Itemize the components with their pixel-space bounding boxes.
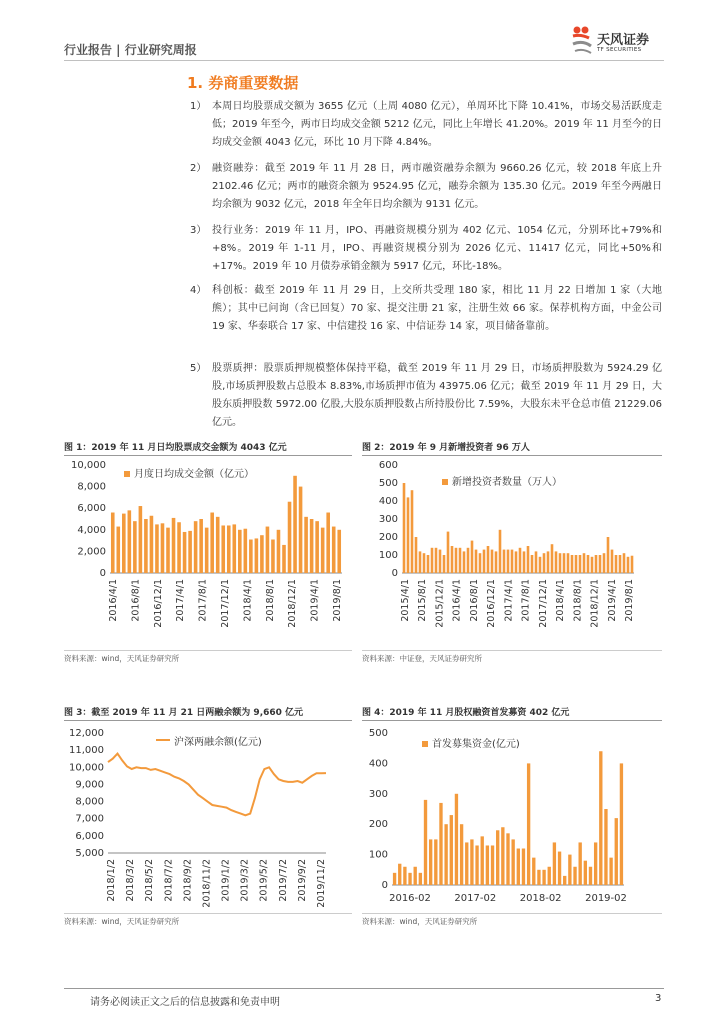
bar [631,556,634,573]
x-tick-label: 2016/4/1 [451,579,463,622]
bar [434,839,437,885]
figure-2-title: 图 2：2019 年 9 月新增投资者 96 万人 [362,443,530,453]
chart-fig4 [362,721,662,913]
bar [594,842,597,885]
bar [623,553,626,573]
bar [304,517,308,573]
bar [563,553,566,573]
bar [615,555,618,573]
x-tick-label: 2017/12/1 [537,579,549,628]
figure-1-title: 图 1：2019 年 11 月日均股票成交金额为 4043 亿元 [64,443,287,453]
bar [619,555,622,573]
bar [587,555,590,573]
y-tick-label: 200 [368,819,388,831]
bar [407,497,410,573]
bar [519,548,522,573]
bar [155,524,159,573]
x-tick-label: 2017/4/1 [503,579,515,622]
bar [288,502,292,573]
bar [583,553,586,573]
x-tick-label: 2018/7/2 [163,859,175,902]
bar [511,550,514,573]
bar [547,551,550,573]
legend-swatch [442,479,448,485]
item-number: 2） [190,163,207,174]
bar [503,550,506,573]
bar [511,839,514,885]
x-tick-label: 2017/8/1 [197,579,209,622]
bar [423,553,426,573]
figure-2-source: 资料来源：中证登，天风证券研究所 [362,654,482,663]
bar [271,540,275,573]
legend-label: 首发募集资金(亿元) [432,739,520,750]
x-tick-label: 2017/12/1 [220,579,231,628]
bar [591,557,594,573]
bar [522,849,525,885]
x-tick-label: 2019-02 [585,893,627,904]
bar [443,555,446,573]
bar [282,545,286,573]
y-tick-label: 10,000 [69,762,104,774]
bar [532,858,535,885]
y-tick-label: 8,000 [77,481,106,493]
x-tick-label: 2019/4/1 [606,579,618,622]
bar [414,867,417,885]
x-tick-label: 2019/4/1 [309,579,321,622]
x-tick-label: 2016/4/1 [108,579,119,622]
page-number: 3 [655,993,662,1004]
bar [599,751,602,885]
header-title: 行业报告 | 行业研究周报 [64,43,197,57]
item-number: 1） [190,101,207,112]
y-tick-label: 0 [391,568,398,579]
x-tick-label: 2019/3/2 [239,859,251,902]
x-tick-label: 2019/8/1 [332,579,343,622]
bar [467,548,470,573]
bar [393,873,396,885]
bar [568,855,571,885]
bar [439,550,442,573]
bar [558,852,561,885]
bar [450,815,453,885]
legend-swatch [422,741,428,747]
item-text: 科创板：截至 2019 年 11 月 29 日，上交所共受理 180 家，相比 11 月 22 日增加 1 家（大地熊）；其中已问询（含已回复）70 家、提交注册 21 家，注册生效 66 家。保荐机构方面，中金公司 19 家、华泰联合 17 家、中信建投 16 家、中信证券 14 家，项目储备靠前。 [212,285,662,332]
x-tick-label: 2018/5/2 [144,859,156,902]
bar [471,541,474,573]
bar [244,529,248,573]
bar [444,824,447,885]
bar [419,873,422,885]
bar [455,794,458,885]
list-item [190,360,662,432]
bar [559,553,562,573]
bar [166,528,170,573]
bar [210,513,214,573]
bar [463,551,466,573]
bar [584,861,587,885]
y-tick-label: 6,000 [77,503,106,515]
section-title: 1. 券商重要数据 [187,74,299,92]
bar [611,550,614,573]
y-tick-label: 2,000 [77,546,106,558]
bar [620,763,623,885]
bar [424,800,427,885]
bar [435,548,438,573]
chart-fig3 [64,721,352,913]
figure-3-bottom-rule [64,913,352,914]
figure-4-title: 图 4：2019 年 11 月股权融资首发募资 402 亿元 [362,708,570,718]
bar [188,531,192,573]
bar [543,553,546,573]
y-tick-label: 10,000 [71,460,106,471]
figure-4-bottom-rule [362,913,662,914]
bar [431,548,434,573]
bar [603,553,606,573]
legend-swatch [156,739,170,741]
bar [481,836,484,885]
y-tick-label: 9,000 [75,779,104,791]
bar [293,476,297,573]
bar [459,548,462,573]
x-tick-label: 2019/1/2 [220,859,232,902]
series-line [108,754,326,816]
bar [517,849,520,885]
bar [515,551,518,573]
bar [172,518,176,573]
logo-name: 天风证券 [597,33,650,48]
bar [260,535,264,573]
y-tick-label: 500 [378,478,398,489]
bar [177,522,181,573]
bar [451,546,454,573]
bar [199,519,203,573]
bar [607,537,610,573]
bar [507,550,510,573]
x-tick-label: 2015/8/1 [417,579,429,622]
bar [573,867,576,885]
bar [315,521,319,573]
bar [194,521,198,573]
y-tick-label: 8,000 [75,796,104,808]
bar [216,517,220,573]
bar [548,867,551,885]
bar [615,818,618,885]
y-tick-label: 0 [381,880,388,891]
bar [183,532,187,573]
bar [535,551,538,573]
bar [479,553,482,573]
legend-label: 新增投资者数量（万人） [452,477,562,488]
bar [571,555,574,573]
bar [411,490,414,573]
bar [483,550,486,573]
bar [299,487,303,573]
x-tick-label: 2018/8/1 [264,579,276,622]
bar [486,845,489,885]
y-tick-label: 200 [378,532,398,543]
x-tick-label: 2017/4/1 [175,579,187,622]
x-tick-label: 2016/8/1 [130,579,142,622]
bar [332,527,336,573]
bar [139,506,143,573]
item-text: 股票质押：股票质押规模整体保持平稳，截至 2019 年 11 月 29 日，市场质押股数为 5924.29 亿股,市场质押股数占总股本 8.83%,市场质押市值为 43975.06 亿元；截至 2019 年 11 月 29 日，大股东质押股数 5972.00 亿股,大股东质押股数占所持股份比 7.59%，大股东未平仓总市值 21229.06 亿元。 [212,363,662,428]
y-tick-label: 4,000 [77,524,106,536]
list-item [190,222,662,276]
bar [439,803,442,885]
bar [506,833,509,885]
bar [144,519,148,573]
bar [604,809,607,885]
bar [495,551,498,573]
bar [326,513,330,573]
bar [205,528,209,573]
x-tick-label: 2019/11/2 [316,859,327,908]
bar [475,845,478,885]
bar [321,528,325,573]
chart-fig2 [362,455,662,650]
bar [427,555,430,573]
bar [266,527,270,573]
x-tick-label: 2016/12/1 [152,579,164,628]
x-tick-label: 2017-02 [454,893,497,904]
bar [523,551,526,573]
bar [527,763,530,885]
bar [567,553,570,573]
bar [238,530,242,573]
figure-2-bottom-rule [362,650,662,651]
item-text: 投行业务：2019 年 11 月，IPO、再融资规模分别为 402 亿元、1054 亿元，分别环比+79%和+8%。2019 年 1-11 月，IPO、再融资规模分别为 2026 亿元、11417 亿元，同比+50%和+17%。2019 年 10 月债券承销金额为 5917 亿元，环比-18%。 [212,225,662,272]
bar [116,527,120,573]
bar [501,827,504,885]
bar [496,830,499,885]
y-tick-label: 400 [368,758,388,770]
item-text: 本周日均股票成交额为 3655 亿元（上周 4080 亿元），单周环比下降 10.41%，市场交易活跃度走低；2019 年至今，两市日均成交金额 5212 亿元，同比上年增长 41.20%。2019 年 11 月至今的日均成交金额 4043 亿元，环比 10 月下降 4.84%。 [212,101,662,148]
y-tick-label: 300 [378,514,398,525]
bar [232,524,236,573]
item-number: 3） [190,225,207,236]
bar [460,824,463,885]
list-item [190,160,662,214]
bar [277,530,281,573]
bar [627,557,630,573]
x-tick-label: 2019/8/1 [624,579,635,622]
bar [551,544,554,573]
x-tick-label: 2019/9/2 [296,859,308,902]
bar [487,546,490,573]
x-tick-label: 2018/1/2 [106,859,117,902]
figure-4-source: 资料来源：wind，天风证券研究所 [362,917,478,926]
bar [447,532,450,573]
y-tick-label: 100 [378,550,398,561]
x-tick-label: 2018/4/1 [242,579,254,622]
legend-label: 沪深两融余额(亿元) [174,737,262,748]
x-tick-label: 2018/12/1 [287,579,299,628]
bar [403,867,406,885]
bar [465,842,468,885]
company-logo [569,24,679,64]
x-tick-label: 2016/8/1 [468,579,480,622]
bar [150,516,154,573]
x-tick-label: 2018/4/1 [555,579,567,622]
x-tick-label: 2018-02 [519,893,562,904]
figure-1-bottom-rule [64,650,352,651]
y-tick-label: 100 [368,849,388,861]
chart-fig1 [64,455,352,650]
bar [415,537,418,573]
x-tick-label: 2017/8/1 [520,579,532,622]
bar [599,555,602,573]
logo-subtitle: TF SECURITIES [597,47,642,53]
x-tick-label: 2018/3/2 [125,859,137,902]
x-tick-label: 2015/4/1 [400,579,411,622]
bar [609,858,612,885]
x-tick-label: 2018/12/1 [589,579,601,628]
y-tick-label: 6,000 [75,830,104,842]
bar [555,551,558,573]
x-tick-label: 2016/12/1 [486,579,498,628]
bar [221,525,225,573]
bar [475,550,478,573]
y-tick-label: 600 [378,460,398,471]
y-tick-label: 500 [368,728,388,739]
bar [249,540,253,573]
bar [133,521,137,573]
bar [337,530,341,573]
y-tick-label: 300 [368,788,388,800]
bar [128,510,132,573]
bar [419,551,422,573]
y-tick-label: 400 [378,496,398,507]
y-tick-label: 11,000 [69,745,104,757]
bar [310,519,314,573]
legend-swatch [124,471,130,477]
bar [227,525,231,573]
bar [537,870,540,885]
x-tick-label: 2018/8/1 [572,579,584,622]
bar [403,483,406,573]
y-tick-label: 0 [99,568,106,579]
x-tick-label: 2016-02 [389,893,431,904]
y-tick-label: 5,000 [75,848,104,859]
logo-icon [569,24,595,56]
figure-3-title: 图 3：截至 2019 年 11 月 21 日两融余额为 9,660 亿元 [64,708,304,718]
bar [527,546,530,573]
item-text: 融资融券：截至 2019 年 11 月 28 日，两市融资融券余额为 9660.26 亿元，较 2018 年底上升 2102.46 亿元；两市的融资余额为 9524.95 亿元，融券余额为 135.30 亿元。2019 年至今两融日均余额为 9032 亿元，2018 年全年日均余额为 9131 亿元。 [212,163,662,210]
bar [553,842,556,885]
bar [579,555,582,573]
footer-disclaimer: 请务必阅读正文之后的信息披露和免责申明 [90,997,280,1008]
list-item [190,98,662,152]
list-item [190,282,662,336]
bar [499,530,502,573]
bar [575,555,578,573]
footer-divider [64,988,664,989]
bar [563,876,566,885]
bar [539,557,542,573]
bar [542,870,545,885]
x-tick-label: 2019/5/2 [258,859,270,902]
x-tick-label: 2018/11/2 [201,859,213,908]
y-tick-label: 7,000 [75,813,104,825]
legend-label: 月度日均成交金额（亿元） [134,469,254,480]
bar [579,842,582,885]
x-tick-label: 2019/7/2 [277,859,289,902]
bar [491,550,494,573]
bar [122,514,126,573]
item-number: 5） [190,363,207,374]
bar [491,845,494,885]
bar [589,867,592,885]
bar [531,555,534,573]
figure-3-source: 资料来源：wind，天风证券研究所 [64,917,180,926]
figure-1-source: 资料来源：wind，天风证券研究所 [64,654,180,663]
bar [408,873,411,885]
item-number: 4） [190,285,207,296]
y-tick-label: 12,000 [69,728,104,739]
x-tick-label: 2015/12/1 [434,579,446,628]
bar [161,523,165,573]
bar [111,513,115,573]
bar [455,548,458,573]
bar [470,839,473,885]
bar [255,538,259,573]
bar [398,864,401,885]
bar [595,555,598,573]
bar [429,839,432,885]
x-tick-label: 2018/9/2 [182,859,194,902]
